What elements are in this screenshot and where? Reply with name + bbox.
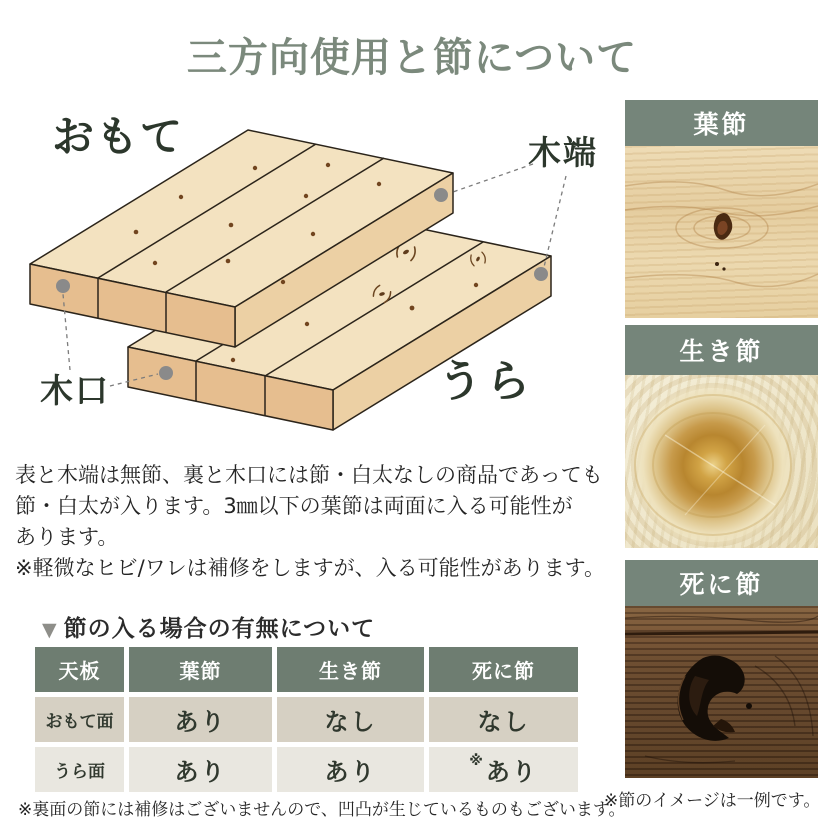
note-mark: ※ (469, 753, 483, 769)
label-edge-face: 木端 (528, 133, 598, 172)
table-cell: あり (129, 747, 272, 792)
description-line: 節・白太が入ります。3㎜以下の葉節は両面に入る可能性が (15, 494, 573, 518)
table-cell: あり (129, 697, 272, 742)
description-text (15, 460, 615, 584)
triangle-marker-icon: ▼ (42, 619, 58, 641)
table-cell-with-note (429, 747, 578, 792)
table-section-heading (42, 610, 375, 643)
label-end-grain-face: 木口 (40, 371, 110, 410)
page-title: 三方向使用と節について (186, 35, 638, 81)
column-header-live-knot: 生き節 (277, 647, 424, 692)
wood-plank-diagram (28, 102, 608, 432)
table-section-title: 節の入る場合の有無について (63, 616, 376, 642)
gallery-dead-knot (625, 560, 818, 778)
description-line: あります。 (15, 525, 119, 549)
row-label-front-face: おもて面 (35, 697, 124, 742)
gallery-leaf-knot (625, 100, 818, 318)
label-front-face: おもて (52, 112, 185, 161)
column-header-leaf-knot: 葉節 (129, 647, 272, 692)
column-header-tenban: 天板 (35, 647, 124, 692)
leaf-knot-texture (625, 146, 818, 318)
gallery-header-dead-knot: 死に節 (625, 560, 818, 606)
leaf-knot-photo (625, 146, 818, 318)
description-line: ※軽微なヒビ/ワレは補修をしますが、入る可能性があります。 (15, 556, 605, 580)
gallery-header-live-knot: 生き節 (625, 325, 818, 375)
knot-occurrence-table (35, 647, 578, 792)
table-cell: あり (485, 758, 538, 786)
table-footnote: ※裏面の節には補修はございませんので、凹凸が生じているものもございます。 (18, 800, 626, 820)
dead-knot-photo (625, 606, 818, 778)
table-cell: あり (277, 747, 424, 792)
dead-knot-texture (625, 606, 818, 778)
label-back-face: うら (438, 356, 534, 407)
gallery-header-leaf-knot: 葉節 (625, 100, 818, 146)
row-label-back-face: うら面 (35, 747, 124, 792)
gallery-caption: ※節のイメージは一例です。 (604, 791, 821, 811)
table-cell: なし (277, 697, 424, 742)
live-knot-photo (625, 375, 818, 548)
live-knot-texture (625, 375, 818, 548)
table-cell: なし (429, 697, 578, 742)
description-line: 表と木端は無節、裏と木口には節・白太なしの商品であっても (15, 463, 603, 487)
gallery-live-knot (625, 325, 818, 548)
column-header-dead-knot: 死に節 (429, 647, 578, 692)
